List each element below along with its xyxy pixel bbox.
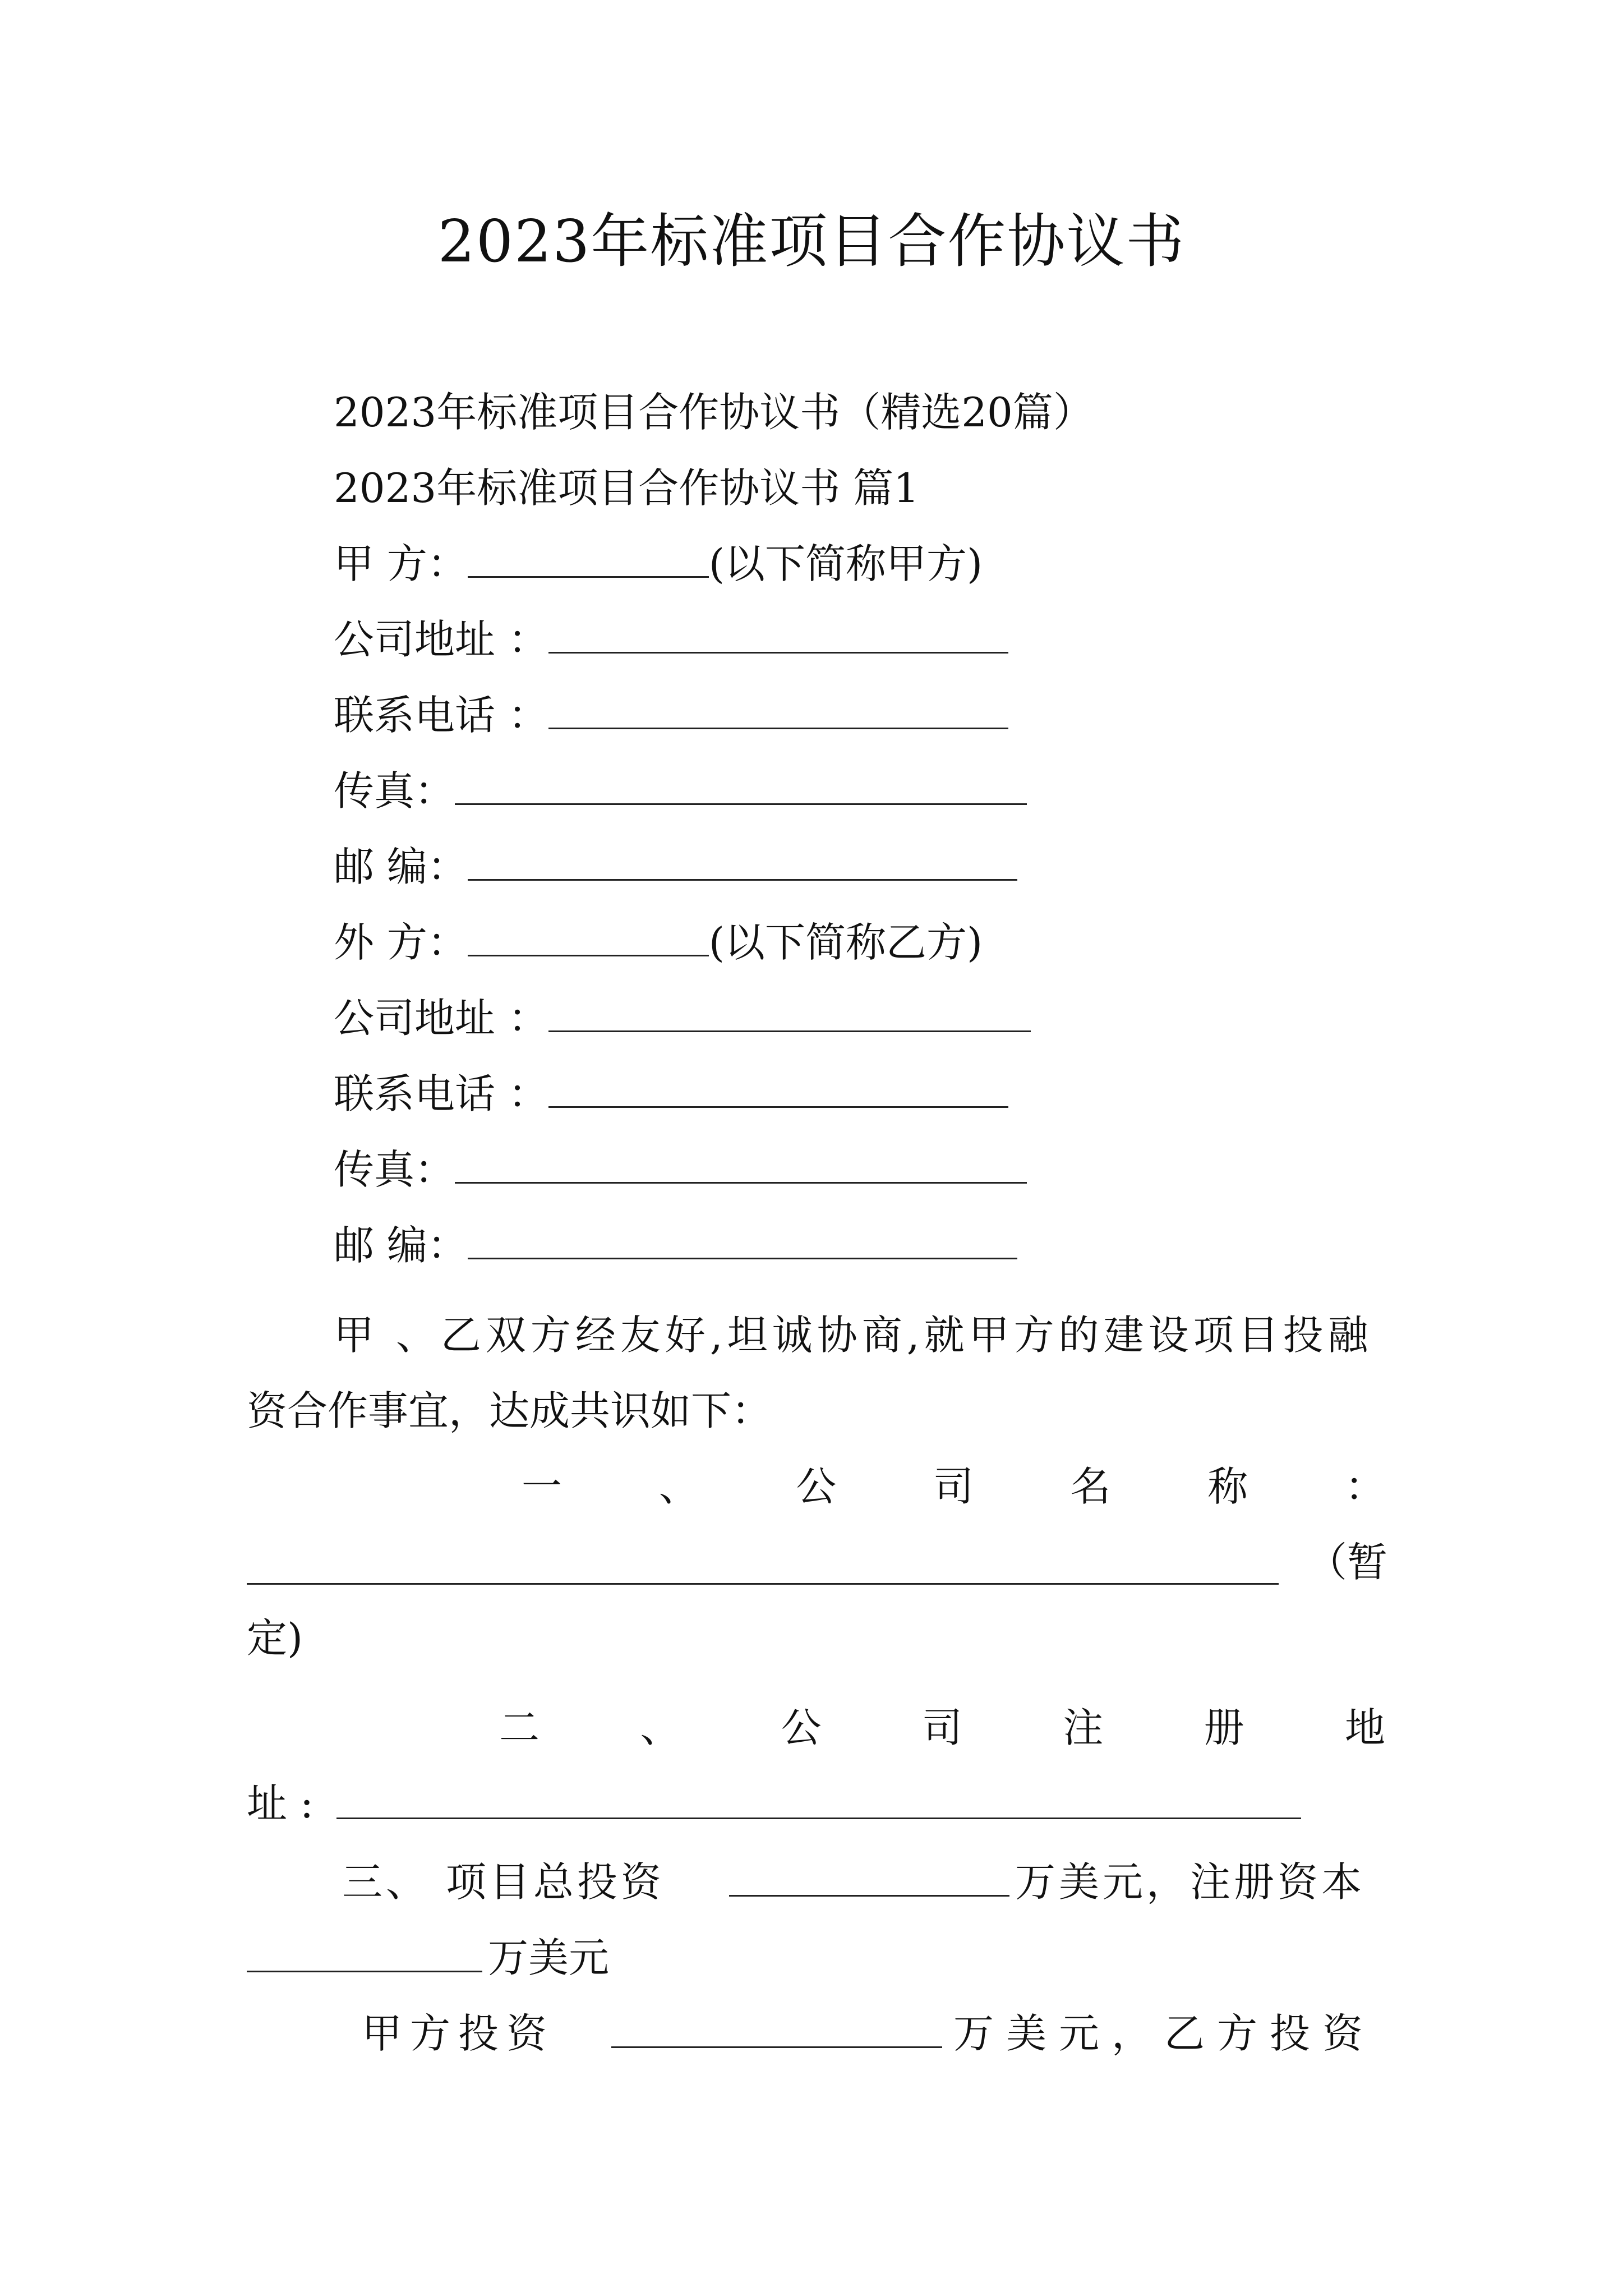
page-title: 2023年标准项目合作协议书 — [437, 207, 1186, 275]
fax-b-blank[interactable] — [455, 1143, 1027, 1184]
section-3-label: 三、 项目总投资 — [342, 1858, 665, 1906]
company-name-blank[interactable] — [247, 1583, 1279, 1585]
phone-a-label: 联系电话 ： — [334, 692, 548, 739]
article-heading: 2023年标准项目合作协议书 篇1 — [334, 464, 919, 512]
zip-a-label: 邮 编： — [334, 843, 468, 890]
s2-char: 二 — [499, 1704, 540, 1751]
address-b-blank[interactable] — [548, 991, 1031, 1032]
s2-char: 司 — [921, 1704, 962, 1751]
phone-b-label: 联系电话 ： — [334, 1070, 548, 1117]
intro-line-2: 资合作事宜，达成共识如下： — [247, 1387, 772, 1434]
s1-char: 名 — [1070, 1463, 1111, 1510]
s2-char: 册 — [1204, 1704, 1244, 1751]
subtitle: 2023年标准项目合作协议书（精选20篇） — [334, 389, 1094, 436]
zip-b-row — [334, 1214, 1017, 1276]
s2-char: 注 — [1063, 1704, 1104, 1751]
section-2-heading — [499, 1697, 1385, 1759]
party-a-investment-label: 甲方投资 — [362, 2010, 555, 2057]
party-a-blank[interactable] — [468, 537, 709, 578]
address-b-label: 公司地址 ： — [334, 995, 548, 1042]
address-a-row — [334, 609, 1008, 670]
fax-b-row — [334, 1139, 1027, 1200]
s1-char: 司 — [933, 1463, 974, 1510]
phone-b-row — [334, 1063, 1008, 1125]
zip-b-label: 邮 编： — [334, 1222, 468, 1269]
s1-char: 称 — [1207, 1463, 1248, 1510]
total-investment-blank[interactable] — [729, 1895, 1009, 1897]
party-b-investment-label: 万美元，乙方投资 — [953, 2010, 1376, 2057]
section-1-heading — [522, 1456, 1385, 1517]
party-a-investment-blank[interactable] — [611, 2046, 942, 2048]
address-b-row — [334, 987, 1031, 1049]
section-2-cont: 址 : — [247, 1780, 314, 1827]
party-a-suffix: (以下简称甲方) — [708, 540, 983, 587]
phone-b-blank[interactable] — [548, 1067, 1008, 1108]
phone-a-blank[interactable] — [548, 688, 1008, 729]
fax-a-label: 传真： — [334, 767, 455, 815]
fax-a-blank[interactable] — [455, 764, 1027, 805]
section-3-middle: 万美元，注册资本 — [1015, 1858, 1366, 1906]
party-b-suffix: (以下简称乙方) — [708, 919, 983, 966]
zip-a-blank[interactable] — [468, 840, 1017, 881]
registered-capital-blank[interactable] — [247, 1971, 482, 1972]
s1-char: ： — [1344, 1463, 1385, 1510]
intro-line-1: 甲 、乙双方经友好,坦诚协商,就甲方的建设项目投融 — [334, 1312, 1373, 1359]
fax-a-row — [334, 760, 1027, 822]
s2-char: 地 — [1344, 1704, 1385, 1751]
party-a-label: 甲 方： — [334, 540, 468, 587]
phone-a-row — [334, 684, 1008, 746]
section-1-suffix: （暂 — [1307, 1539, 1388, 1586]
section-1-cont: 定) — [247, 1614, 303, 1662]
zip-a-row — [334, 836, 1017, 898]
fax-b-label: 传真： — [334, 1146, 455, 1193]
party-a-row — [334, 533, 983, 595]
address-a-blank[interactable] — [548, 613, 1008, 654]
zip-b-blank[interactable] — [468, 1218, 1017, 1259]
s1-char: 公 — [796, 1463, 837, 1510]
s1-char: 、 — [658, 1463, 699, 1510]
s2-char: 、 — [640, 1704, 681, 1751]
address-a-label: 公司地址 ： — [334, 616, 548, 663]
section-3-end: 万美元 — [488, 1934, 610, 1981]
party-b-row — [334, 912, 983, 973]
party-b-blank[interactable] — [468, 915, 709, 956]
registered-address-blank[interactable] — [336, 1818, 1301, 1819]
s2-char: 公 — [781, 1704, 822, 1751]
s1-char: 一 — [522, 1463, 562, 1510]
party-b-label: 外 方： — [334, 919, 468, 966]
